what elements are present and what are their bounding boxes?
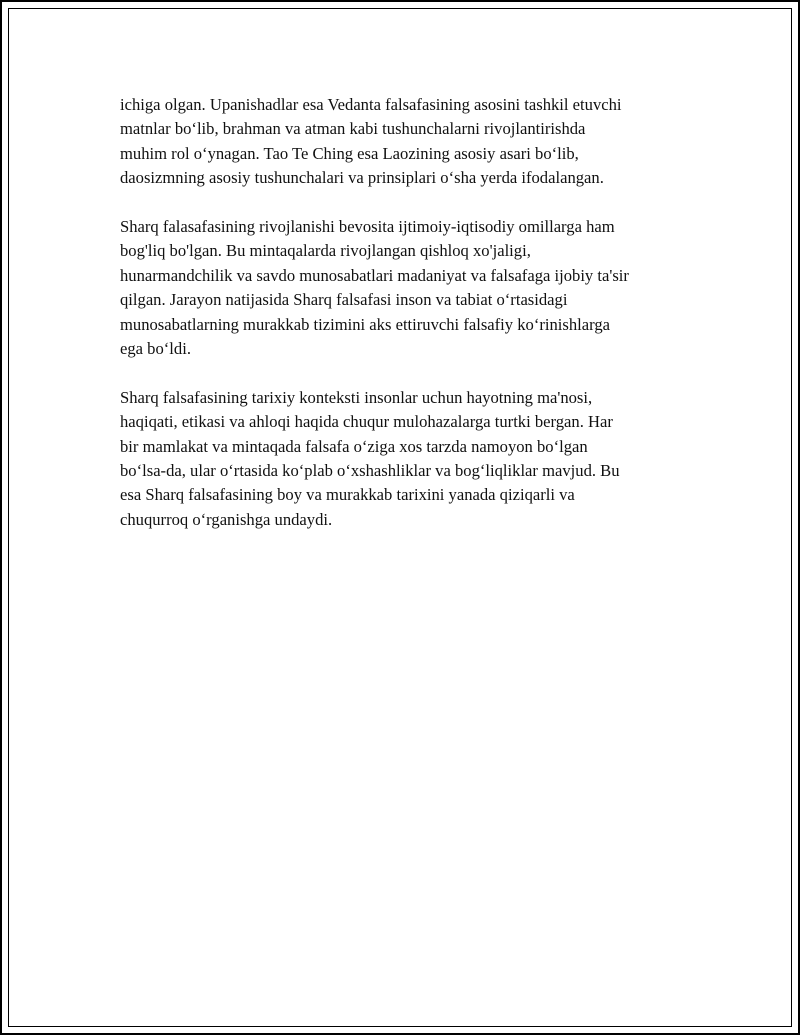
paragraph-1: ichiga olgan. Upanishadlar esa Vedanta falsafasining asosini tashkil etuvchi matnlar boʻlib, brahman va atman kabi tushunchalarni rivojlantirishda muhim rol oʻynagan. Tao Te Ching esa Laozining asosiy asari boʻlib, daosizmning asosiy tushunchalari va prinsiplari oʻsha yerda ifodalangan. — [120, 95, 622, 188]
paragraph-2: Sharq falasafasining rivojlanishi bevosita ijtimoiy-iqtisodiy omillarga ham bog'liq bo'lgan. Bu mintaqalarda rivojlangan qishloq xo'jaligi, hunarmandchilik va savdo munosabatlari madaniyat va falsafaga ijobiy ta'sir qilgan. Jarayon natijasida Sharq falsafasi inson va tabiat oʻrtasidagi munosabatlarning murakkab tizimini aks ettiruvchi falsafiy koʻrinishlarga ega boʻldi. — [120, 217, 629, 359]
document-body — [120, 93, 690, 557]
paragraph-3: Sharq falsafasining tarixiy konteksti insonlar uchun hayotning ma'nosi, haqiqati, etikasi va ahloqi haqida chuqur mulohazalarga turtki bergan. Har bir mamlakat va mintaqada falsafa oʻziga xos tarzda namoyon boʻlgan boʻlsa-da, ular oʻrtasida koʻplab oʻxshashliklar va bogʻliqliklar mavjud. Bu esa Sharq falsafasining boy va murakkab tarixini yanada qiziqarli va chuqurroq oʻrganishga undaydi. — [120, 387, 620, 529]
